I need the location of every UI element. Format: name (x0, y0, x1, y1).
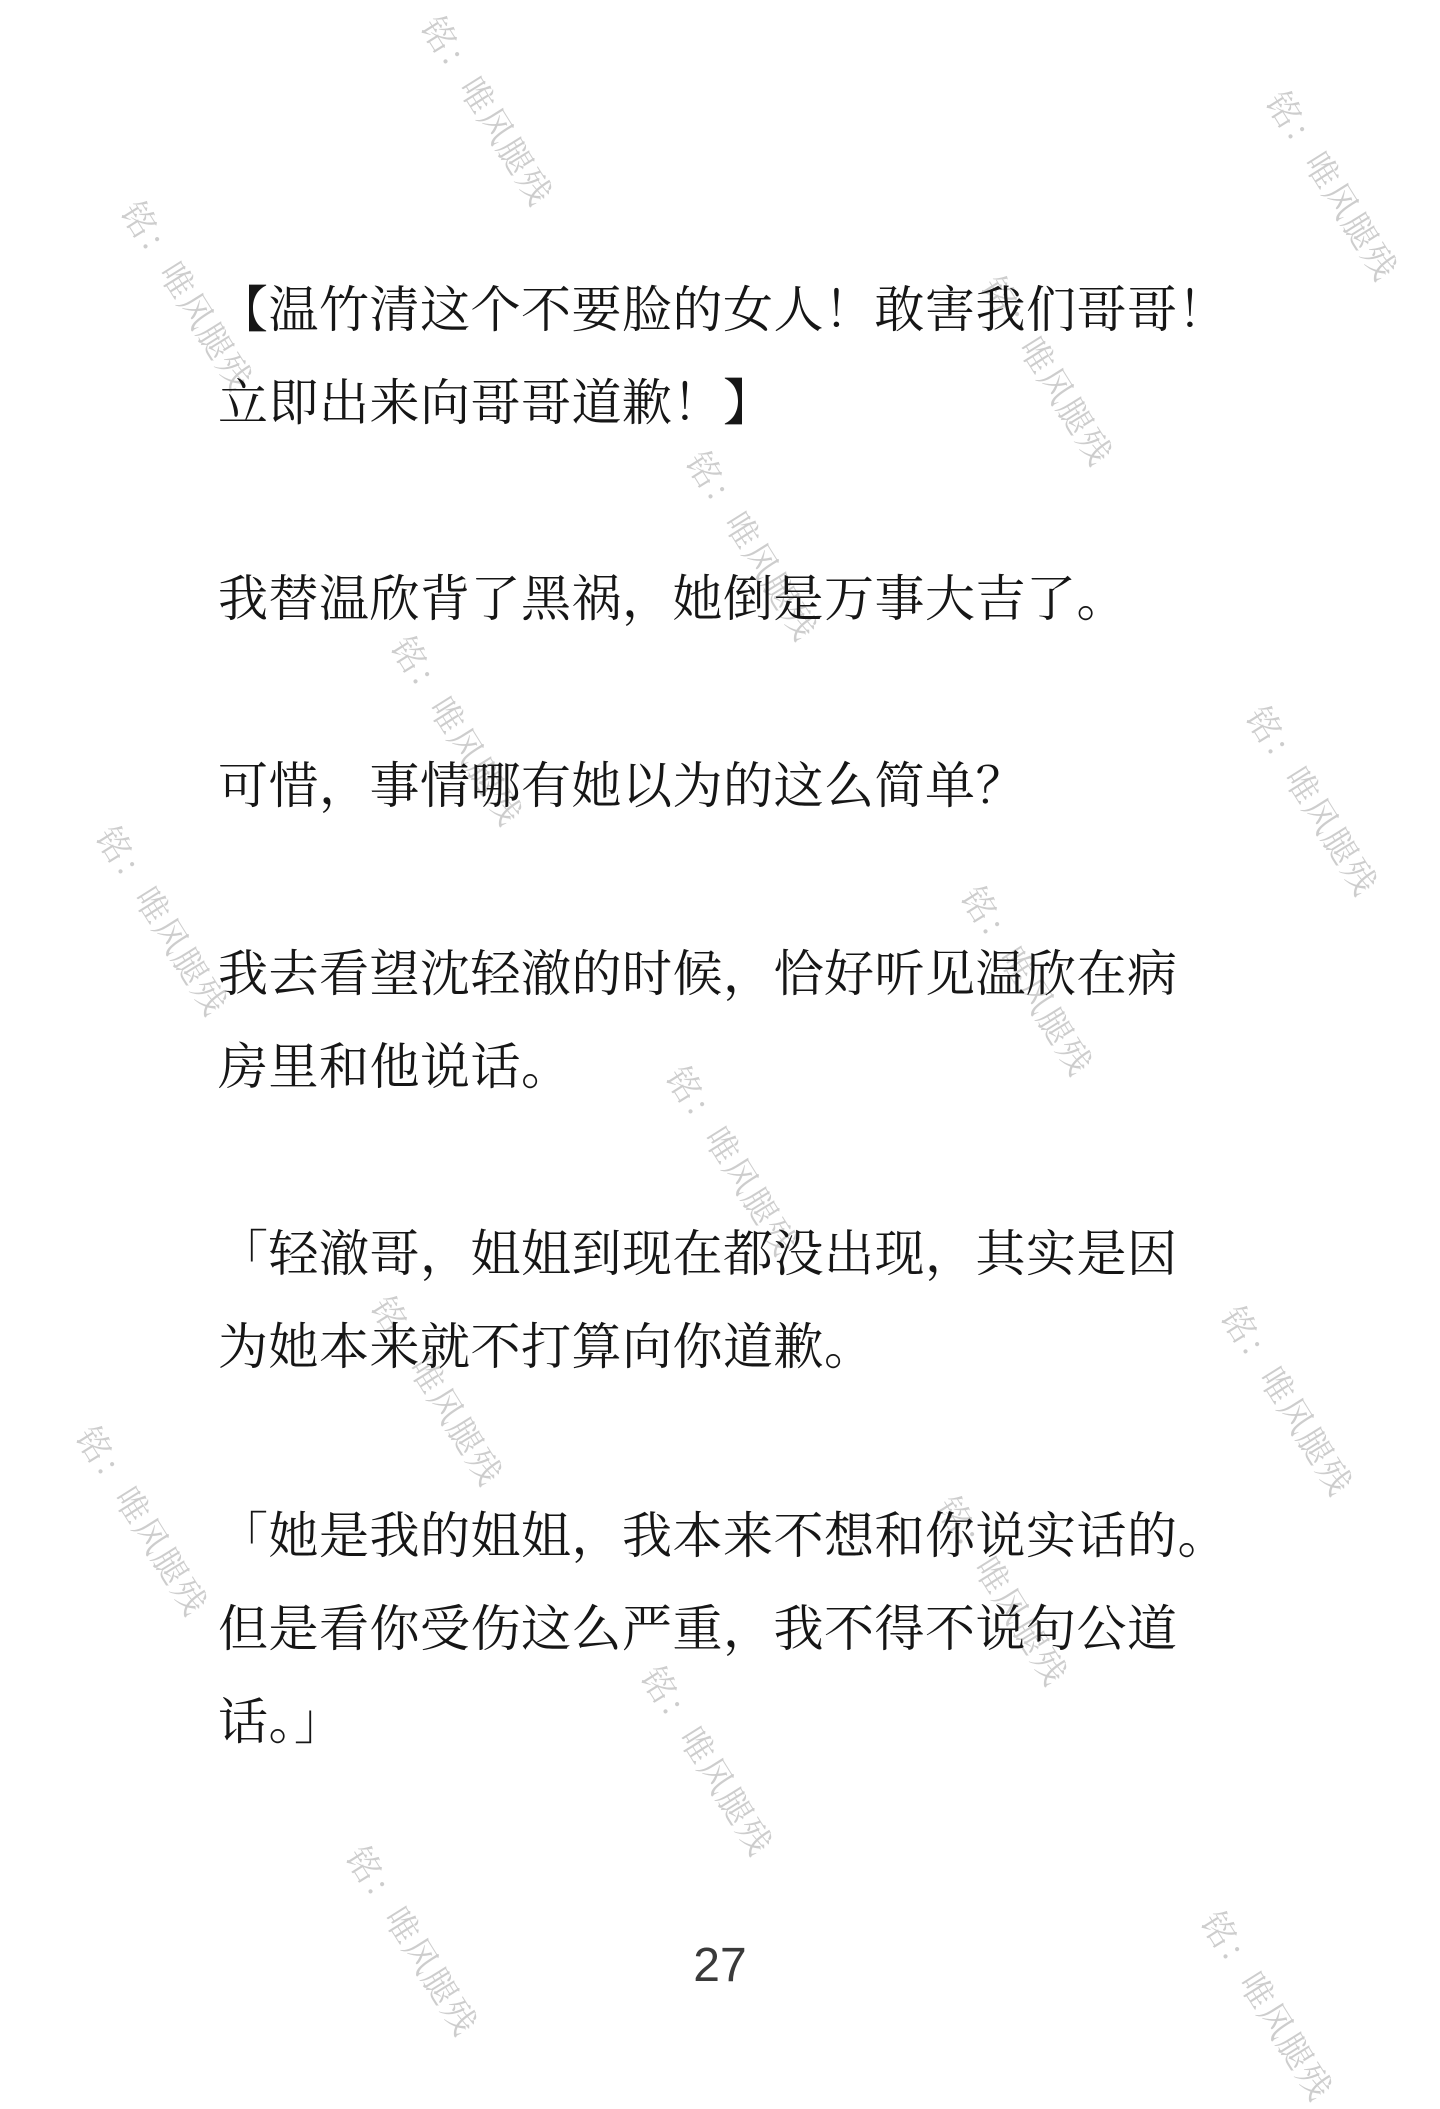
paragraph-4: 我去看望沈轻澈的时候，恰好听见温欣在病 房里和他说话。 (218, 945, 1178, 1096)
paragraph-5: 「轻澈哥，姐姐到现在都没出现，其实是因 为她本来就不打算向你道歉。 (218, 1225, 1178, 1376)
page-number: 27 (693, 1939, 747, 1992)
document-page: 铭：唯风腿残 铭：唯风腿残 铭：唯风腿残 铭：唯风腿残 铭：唯风腿残 铭：唯风腿残 铭：唯风腿残 铭：唯风腿残 铭：唯风腿残 铭：唯风腿残 铭：唯风腿残 铭：唯风腿残 铭：唯风腿残 铭：唯风腿残 铭：唯风腿残 铭：唯风腿残 铭：唯风腿残 【温竹清这个不要脸的女人！敢害我们哥哥！ 立即出来向哥哥道歉！】 我替温欣背了黑祸，她倒是万事大吉了。 可惜，事情哪有她以为的这么简单？ 我去看望沈轻澈的时候，恰好听见温欣在病 房里和他说话。 「轻澈哥，姐姐到现在都没出现，其实是因 为她本来就不打算向你道歉。 「她是我的姐姐，我本来不想和你说实话的。 但是看你受伤这么严重，我不得不说句公道 话。」 27 (0, 0, 1440, 2030)
paragraph-3: 可惜，事情哪有她以为的这么简单？ (218, 757, 1026, 815)
paragraph-2: 我替温欣背了黑祸，她倒是万事大吉了。 (218, 570, 1127, 628)
paragraph-1: 【温竹清这个不要脸的女人！敢害我们哥哥！ 立即出来向哥哥道歉！】 (218, 281, 1228, 432)
paragraph-6: 「她是我的姐姐，我本来不想和你说实话的。 但是看你受伤这么严重，我不得不说句公道 话。」 (218, 1507, 1228, 1751)
